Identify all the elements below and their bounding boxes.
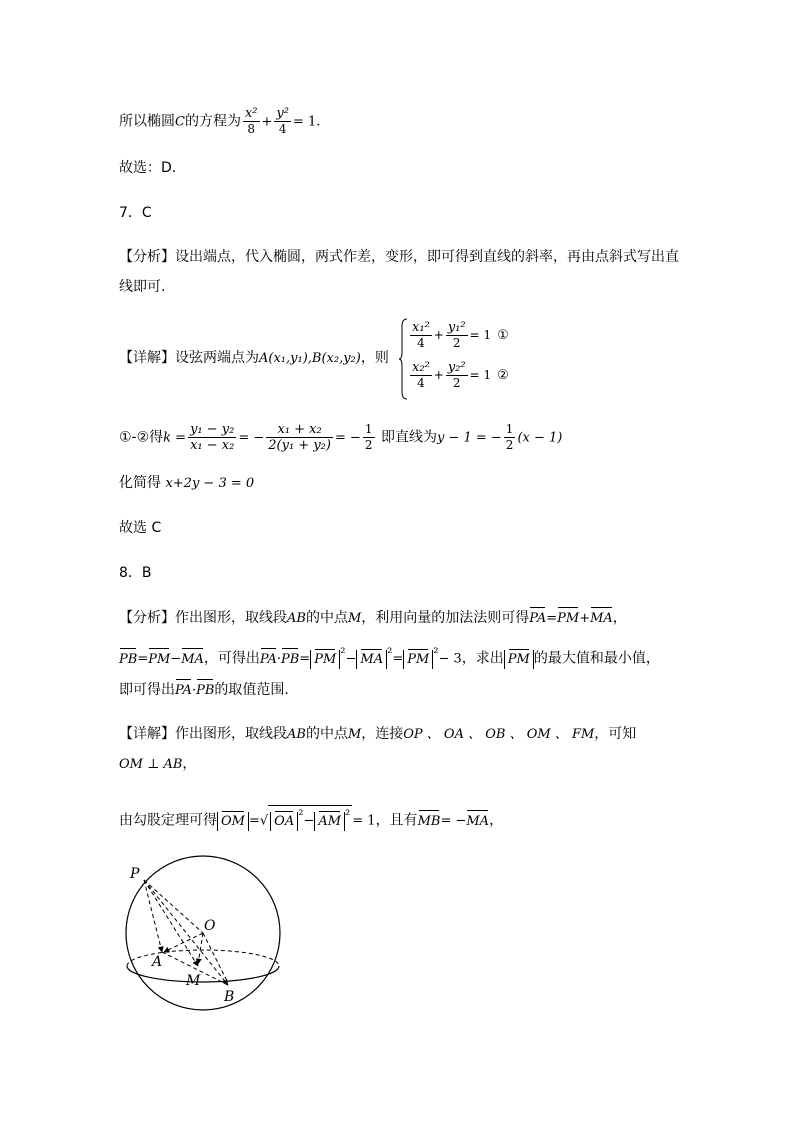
- exponent: ²: [387, 646, 393, 661]
- fraction: [410, 320, 432, 351]
- line-analysis-8: [119, 608, 627, 629]
- operator: = −: [334, 430, 361, 446]
- sphere-figure: [118, 848, 288, 1018]
- abs-value: [314, 812, 345, 831]
- operator: = −: [440, 813, 467, 829]
- exponent: ²: [433, 646, 439, 661]
- numerator: y²: [276, 106, 289, 121]
- denominator: 8: [247, 122, 256, 136]
- operator: =: [546, 611, 558, 626]
- sqrt-body: [268, 805, 352, 832]
- equator-back: [127, 950, 279, 966]
- math-M: M: [347, 611, 362, 626]
- line-detail-7: [119, 348, 389, 369]
- operator: =: [137, 651, 149, 667]
- vector-PM: PM: [407, 651, 430, 667]
- math-AB: AB: [287, 611, 306, 626]
- operator: =: [392, 651, 404, 667]
- text: ，求出: [461, 650, 504, 667]
- vector-PM: PM: [314, 651, 337, 667]
- text: ，且有: [375, 812, 418, 829]
- operator: +: [261, 114, 273, 130]
- line-ellipse-equation: [119, 106, 320, 137]
- text: ，: [612, 610, 627, 626]
- denominator: 2: [452, 336, 461, 350]
- vector-PM: PM: [148, 650, 170, 670]
- equator-front: [127, 966, 279, 982]
- text: 的中点: [305, 610, 348, 626]
- line-detail-8: [119, 724, 636, 745]
- tag-1: ①: [497, 328, 509, 343]
- numerator: x₁ + x₂: [266, 422, 333, 438]
- abs-value: [270, 812, 298, 831]
- numerator: 1: [505, 422, 514, 436]
- denominator: 4: [417, 336, 425, 350]
- math-k: k =: [163, 430, 187, 446]
- equation-system: [398, 318, 518, 400]
- vector-PM: PM: [557, 609, 579, 629]
- operator: =: [299, 651, 311, 667]
- operator: −: [303, 813, 315, 829]
- label-B: B: [224, 989, 235, 1005]
- operator: = 1.: [292, 114, 321, 130]
- line-analysis-7-cont: 线即可.: [119, 279, 166, 295]
- math-line: (x − 1): [517, 430, 563, 446]
- line-pythagoras: [119, 805, 503, 832]
- vector-OM: OM: [221, 813, 245, 829]
- abs-value: [356, 650, 387, 669]
- operator: +: [579, 611, 591, 626]
- text: 的中点: [305, 726, 348, 742]
- fraction: [446, 360, 468, 391]
- abs-value: [403, 650, 433, 669]
- math-M: M: [347, 727, 362, 742]
- text: 所以椭圆: [119, 113, 175, 130]
- numerator: y₁ − y₂: [190, 422, 235, 437]
- line-simplify: [119, 473, 254, 494]
- question-8-heading: 8．B: [119, 565, 152, 581]
- operator: = 1: [469, 328, 492, 342]
- vector-MB: MB: [418, 812, 441, 832]
- line-perpendicular: [119, 754, 196, 775]
- line-slope: [119, 422, 562, 453]
- text: ，可知: [594, 726, 637, 742]
- operator: −: [345, 651, 357, 667]
- numerator: y₁²: [447, 320, 466, 335]
- denominator: 2: [364, 438, 373, 452]
- segment-OA: [164, 933, 203, 952]
- question-7-heading: 7．C: [119, 205, 152, 221]
- line-analysis-8-cont: [119, 644, 660, 670]
- text: 即可得出: [119, 682, 175, 698]
- fraction: [266, 422, 333, 453]
- fraction: [243, 106, 260, 137]
- exponent: ²: [340, 646, 346, 661]
- text: ，: [489, 812, 504, 829]
- math-AB: AB: [287, 727, 306, 742]
- operator: − 3: [438, 651, 462, 667]
- operator: ·: [191, 683, 197, 698]
- label-M: M: [186, 973, 201, 989]
- line-answer-c: 故选 C: [119, 520, 162, 536]
- vector-PA: PA: [260, 650, 277, 670]
- label-P: P: [130, 866, 140, 882]
- operator: = 1: [469, 368, 492, 382]
- text: ，连接: [361, 726, 404, 742]
- numerator: x₁²: [412, 320, 430, 335]
- denominator: 2: [505, 438, 514, 452]
- math-C: C: [175, 114, 185, 130]
- text: 【分析】作出图形，取线段: [119, 610, 287, 626]
- operator: −: [170, 651, 182, 667]
- fraction: [410, 360, 432, 391]
- text: 化简得: [119, 475, 161, 491]
- vector-PM: PM: [507, 651, 530, 667]
- math-points: A(x₁,y₁),B(x₂,y₂): [259, 351, 361, 366]
- abs-value: [504, 650, 534, 669]
- text: ，利用向量的加法法则可得: [361, 610, 530, 626]
- math-line: y − 1 = −: [436, 430, 502, 446]
- vector-MA: MA: [590, 609, 613, 629]
- text: ，则: [360, 350, 389, 366]
- label-A: A: [152, 954, 163, 970]
- text: 由勾股定理可得: [119, 812, 217, 829]
- line-analysis-7: 【分析】设出端点，代入椭圆，两式作差，变形，即可得到直线的斜率，再由点斜式写出直: [119, 249, 679, 265]
- vector-PB: PB: [196, 681, 214, 701]
- denominator: x₁ − x₂: [190, 438, 235, 453]
- text: 的方程为: [184, 113, 241, 130]
- vector-PB: PB: [119, 650, 137, 670]
- math-equation: x+2y − 3 = 0: [165, 476, 255, 491]
- numerator: y₂²: [447, 360, 466, 375]
- abs-value: [217, 812, 249, 831]
- text: ，可得出: [203, 650, 260, 667]
- denominator: 2(y₁ + y₂): [268, 438, 331, 453]
- numerator: x₂²: [412, 360, 430, 375]
- operator: = 1: [352, 813, 376, 829]
- fraction: [188, 422, 236, 453]
- line-analysis-8-end: [119, 680, 289, 701]
- label-O: O: [204, 918, 216, 934]
- line-answer-d: 故选：D.: [119, 160, 177, 176]
- operator: = −: [238, 430, 265, 446]
- numerator: 1: [364, 422, 373, 436]
- equation-row-2: $\frac{\text{x₂²}}{4}$ + $\frac{\text{y₂²}}{2}$ = 1 ②: [412, 360, 509, 390]
- equation-row-1: $\frac{\text{x₁²}}{4}$ + $\frac{\text{y₁²}}{2}$ = 1 ①: [412, 320, 509, 350]
- vector-PA: PA: [175, 681, 192, 701]
- fraction: [363, 422, 375, 453]
- segment-PO: [144, 880, 203, 933]
- operator: =: [248, 813, 260, 829]
- vector-MA: MA: [360, 651, 384, 667]
- brace-icon: [398, 318, 408, 400]
- text: ①-②得: [119, 429, 164, 446]
- tag-2: ②: [497, 368, 509, 383]
- fraction: [446, 320, 468, 351]
- text: ，: [182, 756, 197, 772]
- denominator: 4: [417, 376, 425, 390]
- text: 的最大值和最小值，: [533, 650, 660, 667]
- abs-value: [310, 650, 340, 669]
- fraction: [274, 106, 291, 137]
- vector-AM: AM: [318, 813, 342, 829]
- denominator: 2: [452, 376, 461, 390]
- fraction: [504, 422, 516, 453]
- vector-MA: MA: [181, 650, 204, 670]
- operator: ·: [276, 651, 281, 667]
- numerator: x²: [244, 106, 258, 121]
- text: 【详解】设弦两端点为: [119, 350, 259, 366]
- sqrt-icon: √: [259, 813, 269, 829]
- vector-OA: OA: [274, 813, 295, 829]
- text: 的取值范围.: [214, 682, 289, 698]
- text: 即直线为: [380, 429, 437, 446]
- exponent: ²: [298, 808, 304, 823]
- math-perpendicular: OM ⊥ AB: [119, 757, 183, 772]
- text: 【详解】作出图形，取线段: [119, 726, 287, 742]
- vector-PB: PB: [281, 650, 299, 670]
- denominator: 4: [278, 122, 287, 136]
- vector-PA: PA: [529, 609, 546, 629]
- math-segments: OP 、 OA 、 OB 、 OM 、 FM: [403, 727, 595, 742]
- vector-MA: MA: [466, 812, 489, 832]
- exponent: ²: [345, 808, 351, 823]
